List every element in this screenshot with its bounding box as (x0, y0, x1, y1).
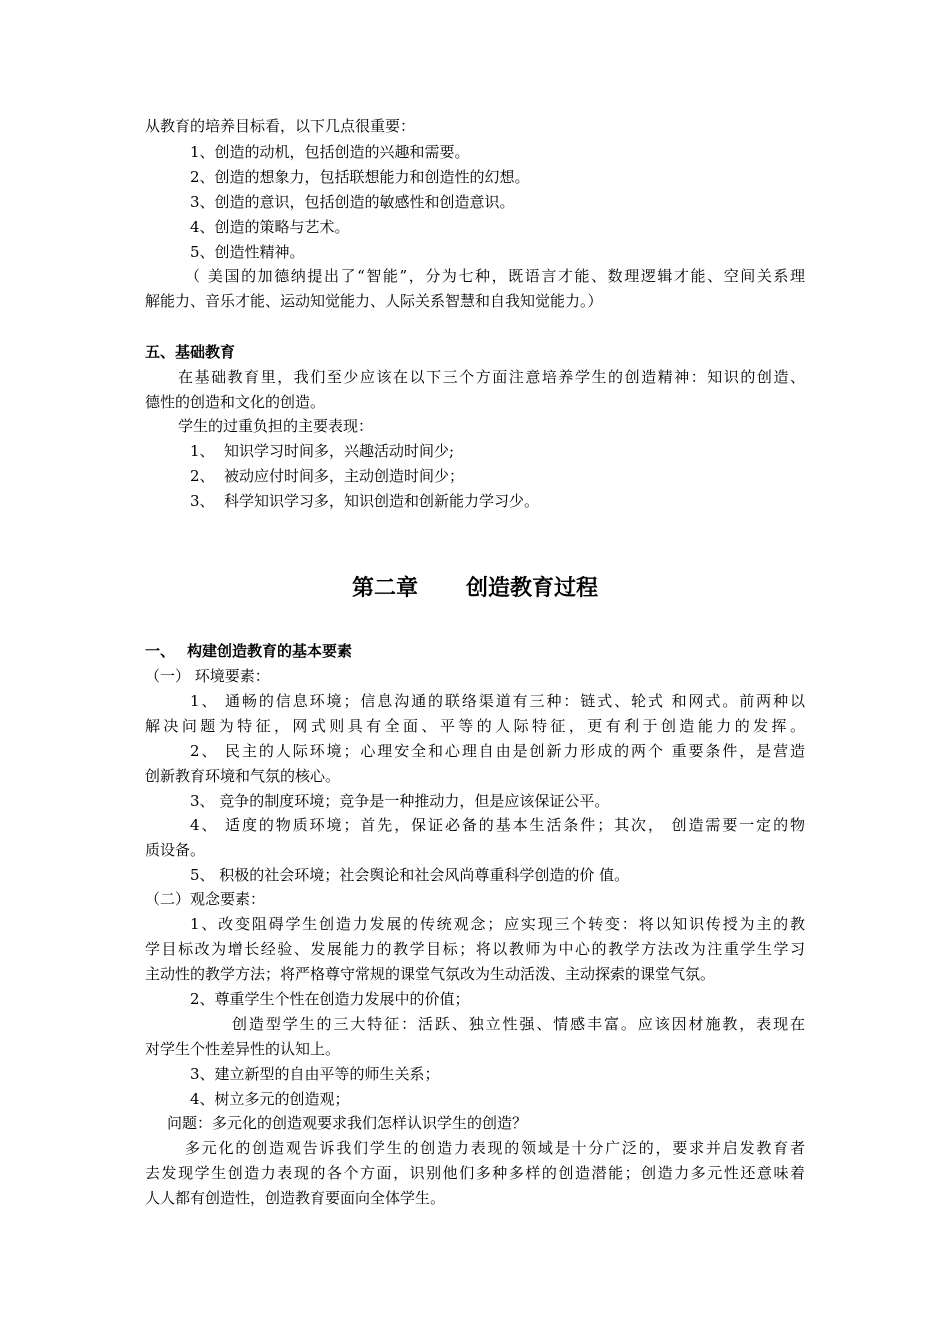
env-item-5: 5、 积极的社会环境；社会舆论和社会风尚尊重科学创造的价 值。 (190, 866, 630, 884)
part1-heading-num: 一、 (145, 642, 176, 660)
goal-item-5: 5、创造性精神。 (190, 243, 305, 261)
env-item-4-line-1: 4、 适度的物质环境；首先，保证必备的基本生活条件；其次， 创造需要一定的物 (190, 816, 805, 834)
burden-text: 科学知识学习多，知识创造和创新能力学习少。 (224, 492, 540, 510)
idea-item-1-line-2: 学目标改为增长经验、发展能力的教学目标；将以教师为中心的教学方法改为注重学生学习 (145, 940, 805, 958)
goal-item-3: 3、创造的意识，包括创造的敏感性和创造意识。 (190, 193, 515, 211)
env-item-1-line-2: 解决问题为特征，网式则具有全面、平等的人际特征，更有利于创造能力的发挥。 (145, 717, 805, 735)
answer-line-1: 多元化的创造观告诉我们学生的创造力表现的领域是十分广泛的，要求并启发教育者 (185, 1139, 805, 1157)
idea-item-4: 4、树立多元的创造观； (190, 1090, 350, 1108)
section5-para-line-2: 德性的创造和文化的创造。 (145, 393, 326, 411)
idea-item-1-line-1: 1、改变阻碍学生创造力发展的传统观念；应实现三个转变：将以知识传授为主的教 (190, 915, 805, 933)
chapter-title (0, 574, 950, 604)
burden-num: 3、 (190, 492, 215, 510)
goal-item-1: 1、创造的动机，包括创造的兴趣和需要。 (190, 143, 470, 161)
goal-item-2: 2、创造的想象力，包括联想能力和创造性的幻想。 (190, 168, 530, 186)
chapter-name: 创造教育过程 (466, 576, 599, 601)
question-text: 问题：多元化的创造观要求我们怎样认识学生的创造？ (167, 1114, 528, 1132)
idea-item-3: 3、建立新型的自由平等的师生关系； (190, 1065, 440, 1083)
burden-item-3 (190, 491, 539, 511)
note-line-1: （ 美国的加德纳提出了“智能”，分为七种，既语言才能、数理逻辑才能、空间关系理 (185, 267, 805, 285)
env-item-2-line-1: 2、 民主的人际环境；心理安全和心理自由是创新力形成的两个 重要条件，是营造 (190, 742, 805, 760)
section-heading-basic-education: 五、基础教育 (145, 343, 236, 361)
idea-item-2-detail-line-1: 创造型学生的三大特征：活跃、独立性强、情感丰富。应该因材施教，表现在 (232, 1015, 805, 1033)
idea-item-1-line-3: 主动性的教学方法；将严格尊守常规的课堂气氛改为生动活泼、主动探索的课堂气氛。 (145, 965, 716, 983)
env-item-2-line-2: 创新教育环境和气氛的核心。 (145, 767, 341, 785)
goal-item-4: 4、创造的策略与艺术。 (190, 218, 350, 236)
chapter-number: 第二章 (351, 576, 418, 601)
burden-intro: 学生的过重负担的主要表现： (178, 417, 374, 435)
burden-item-1 (190, 441, 454, 461)
part1-heading-text: 构建创造教育的基本要素 (187, 642, 353, 660)
subheading-concepts: （二）观念要素： (145, 890, 266, 908)
idea-item-2-detail-line-2: 对学生个性差异性的认知上。 (145, 1040, 341, 1058)
burden-text: 被动应付时间多，主动创造时间少； (224, 467, 465, 485)
env-item-4-line-2: 质设备。 (145, 841, 206, 859)
subheading-environment: （一） 环境要素： (145, 667, 270, 685)
note-line-2: 解能力、音乐才能、运动知觉能力、人际关系智慧和自我知觉能力。） (145, 292, 603, 310)
burden-num: 2、 (190, 467, 215, 485)
env-item-3: 3、 竞争的制度环境；竞争是一种推动力，但是应该保证公平。 (190, 792, 610, 810)
burden-text: 知识学习时间多，兴趣活动时间少; (224, 442, 455, 460)
burden-num: 1、 (190, 442, 215, 460)
answer-line-3: 人人都有创造性，创造教育要面向全体学生。 (145, 1189, 446, 1207)
burden-item-2 (190, 466, 464, 486)
part1-heading (145, 641, 352, 661)
section5-para-line-1: 在基础教育里，我们至少应该在以下三个方面注意培养学生的创造精神：知识的创造、 (178, 368, 805, 386)
intro-text: 从教育的培养目标看，以下几点很重要： (145, 117, 416, 135)
env-item-1-line-1: 1、 通畅的信息环境；信息沟通的联络渠道有三种：链式、轮式 和网式。前两种以 (190, 692, 805, 710)
answer-line-2: 去发现学生创造力表现的各个方面，识别他们多种多样的创造潜能；创造力多元性还意味着 (145, 1164, 805, 1182)
idea-item-2: 2、尊重学生个性在创造力发展中的价值； (190, 990, 470, 1008)
